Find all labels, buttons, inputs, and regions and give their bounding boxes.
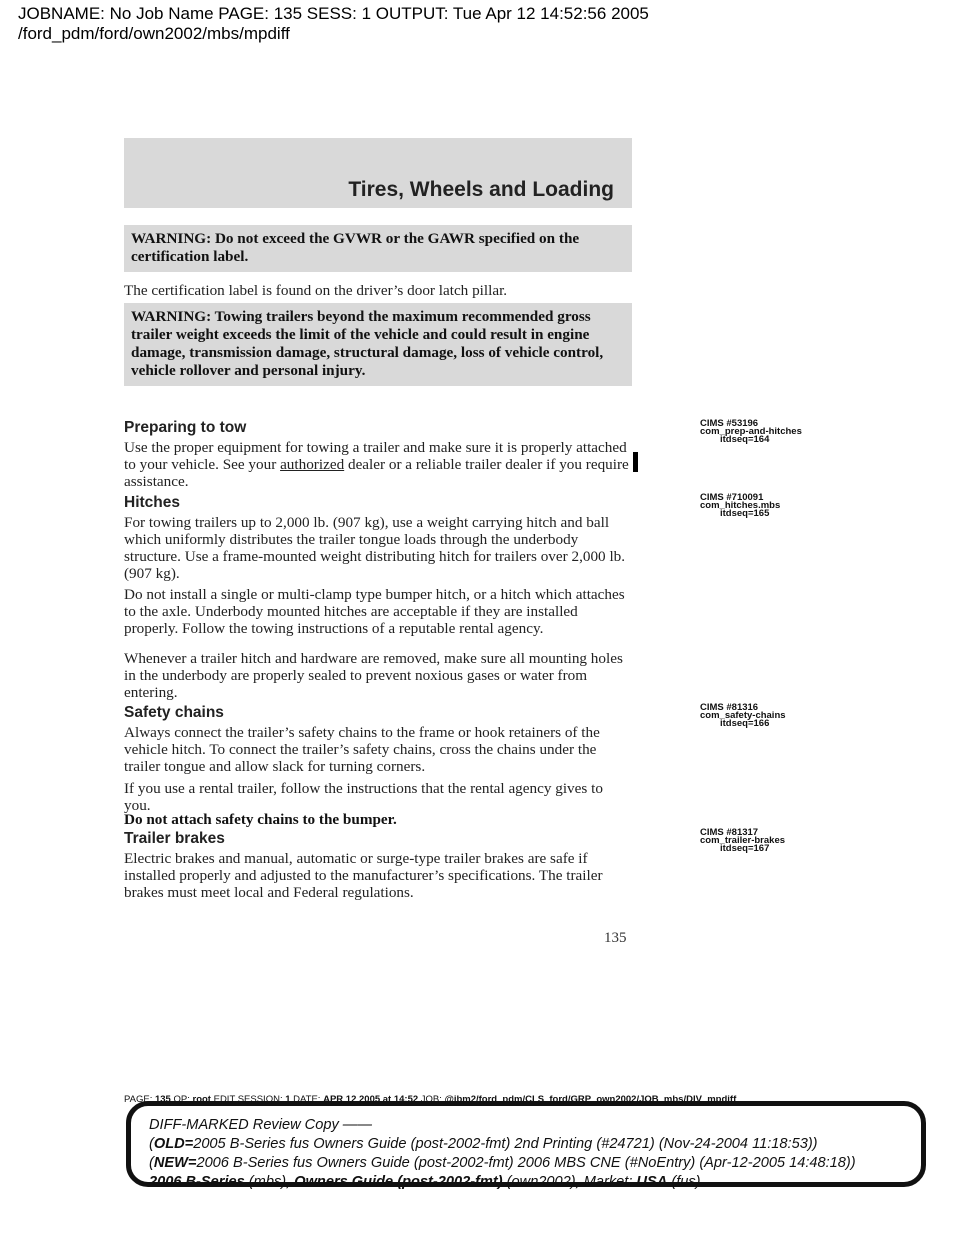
cims-com: com_safety-chains <box>700 710 786 721</box>
cims-annotation <box>700 829 785 853</box>
safety-chains-paragraph-2: If you use a rental trailer, follow the instructions that the rental agency gives to you. <box>124 780 603 814</box>
hitches-paragraph-2: Do not install a single or multi-clamp type bumper hitch, or a hitch which attaches to the axle. Underbody mounted hitches are acceptable if they are installed properly. Follow the towing instructions of a reputable rental agency. <box>124 586 625 637</box>
diff-model-line <box>149 1173 907 1192</box>
heading-hitches: Hitches <box>124 494 180 511</box>
footer-job: @ibm2/ford_pdm/CLS_ford/GRP_own2002/JOB_mbs/DIV_mpdiff <box>444 1094 737 1105</box>
hitches-paragraph-3: Whenever a trailer hitch and hardware are removed, make sure all mounting holes in the underbody are properly sealed to prevent noxious gases or water from entering. <box>124 650 623 701</box>
certification-label-paragraph: The certification label is found on the driver’s door latch pillar. <box>124 282 508 299</box>
cims-id: CIMS #81316 <box>700 702 759 713</box>
cims-seq: itdseq=164 <box>720 434 770 445</box>
job-header-line-2: /ford_pdm/ford/own2002/mbs/mpdiff <box>18 24 290 43</box>
cims-id: CIMS #710091 <box>700 492 764 503</box>
diff-new-line <box>149 1154 907 1173</box>
footer-job-label: JOB: <box>418 1094 445 1105</box>
diff-old-line <box>149 1135 907 1154</box>
diff-title: DIFF-MARKED Review Copy —— <box>149 1117 372 1133</box>
heading-safety-chains: Safety chains <box>124 704 224 721</box>
job-header-line-1: JOBNAME: No Job Name PAGE: 135 SESS: 1 OUTPUT: Tue Apr 12 14:52:56 2005 <box>18 4 649 23</box>
footer-page: 135 <box>154 1094 171 1105</box>
safety-chains-paragraph-1: Always connect the trailer’s safety chains to the frame or hook retainers of the vehicle hitch. To connect the trailer’s safety chains, cross the chains under the trailer tongue and allow slack for turning corners. <box>124 724 600 775</box>
diff-review-box <box>126 1101 926 1190</box>
authorized-underlined-word: authorized <box>280 456 345 473</box>
diff-sep-1: , <box>286 1174 295 1190</box>
diff-old-open: ( <box>149 1136 154 1152</box>
footer-date: APR 12 2005 at 14:52 <box>323 1094 419 1105</box>
diff-old-text: 2005 B-Series fus Owners Guide (post-2002-fmt) 2nd Printing (#24721) (Nov-24-2004 11:18:53)) <box>193 1136 818 1152</box>
safety-chains-bold-note <box>124 811 632 828</box>
cims-seq: itdseq=166 <box>720 718 770 729</box>
footer-op: root <box>192 1094 211 1105</box>
diff-new-open: ( <box>149 1155 154 1171</box>
page-number: 135 <box>604 930 627 946</box>
diff-market-label: Market: <box>583 1174 637 1190</box>
section-title: Tires, Wheels and Loading <box>348 178 614 201</box>
diff-new-text: 2006 B-Series fus Owners Guide (post-2002-fmt) 2006 MBS CNE (#NoEntry) (Apr-12-2005 14:48:18)) <box>196 1155 856 1171</box>
footer-page-label: PAGE: <box>124 1094 155 1105</box>
cims-annotation <box>700 704 786 728</box>
cims-com: com_trailer-brakes <box>700 835 786 846</box>
warning-box-towing: WARNING: Towing trailers beyond the maximum recommended gross trailer weight exceeds the limit of the vehicle and could result in engine damage, transmission damage, structural damage, loss of vehicle control, vehicle rollover and personal injury. <box>124 303 632 386</box>
cims-id: CIMS #81317 <box>700 827 759 838</box>
preparing-paragraph <box>124 439 632 490</box>
job-header <box>18 4 649 44</box>
diff-new-label: NEW= <box>153 1155 197 1171</box>
cims-seq: itdseq=167 <box>720 843 770 854</box>
footer-session: 1 <box>285 1094 291 1105</box>
hitches-paragraph-1: For towing trailers up to 2,000 lb. (907 kg), use a weight carrying hitch and ball which uniformly distributes the trailer tongue loads through the underbody structure. Use a frame-mounted weight distributing hitch for trailers over 2,000 lb. (907 kg). <box>124 514 626 582</box>
diff-guide: Owners Guide (post-2002-fmt) <box>294 1174 503 1190</box>
diff-sep-2: , <box>575 1174 584 1190</box>
cims-seq: itdseq=165 <box>720 508 770 519</box>
safety-chains-bold-text: Do not attach safety chains to the bumper. <box>124 811 397 828</box>
cims-com: com_prep-and-hitches <box>700 426 802 437</box>
cims-annotation <box>700 494 780 518</box>
warning-box-gvwr: WARNING: Do not exceed the GVWR or the GAWR specified on the certification label. <box>124 225 632 272</box>
heading-preparing-to-tow: Preparing to tow <box>124 419 247 436</box>
diff-model: 2006 B-Series <box>149 1174 245 1190</box>
footer-session-label: EDIT SESSION: <box>210 1094 286 1105</box>
section-header-bar <box>124 138 632 208</box>
cims-id: CIMS #53196 <box>700 418 759 429</box>
diff-market: USA <box>636 1174 668 1190</box>
diff-guide-code: (own2002) <box>502 1174 576 1190</box>
trailer-brakes-paragraph: Electric brakes and manual, automatic or surge-type trailer brakes are safe if installed properly and adjusted to the manufacturer’s specifications. The trailer brakes must meet local and Federal regulations. <box>124 850 603 901</box>
cims-annotation <box>700 420 802 444</box>
cims-com: com_hitches.mbs <box>700 500 781 511</box>
footer-date-label: DATE: <box>290 1094 324 1105</box>
footer-op-label: OP: <box>170 1094 193 1105</box>
preparing-text-before: Use the proper equipment for towing a trailer and make sure it is properly attached to your vehicle. See your <box>124 439 627 473</box>
preparing-text-after: dealer or a reliable trailer dealer if you require assistance. <box>124 456 629 490</box>
change-bar <box>633 452 638 472</box>
heading-trailer-brakes: Trailer brakes <box>124 830 225 847</box>
diff-market-code: (fus) <box>667 1174 701 1190</box>
diff-old-label: OLD= <box>153 1136 194 1152</box>
diff-model-code: (mbs) <box>244 1174 287 1190</box>
